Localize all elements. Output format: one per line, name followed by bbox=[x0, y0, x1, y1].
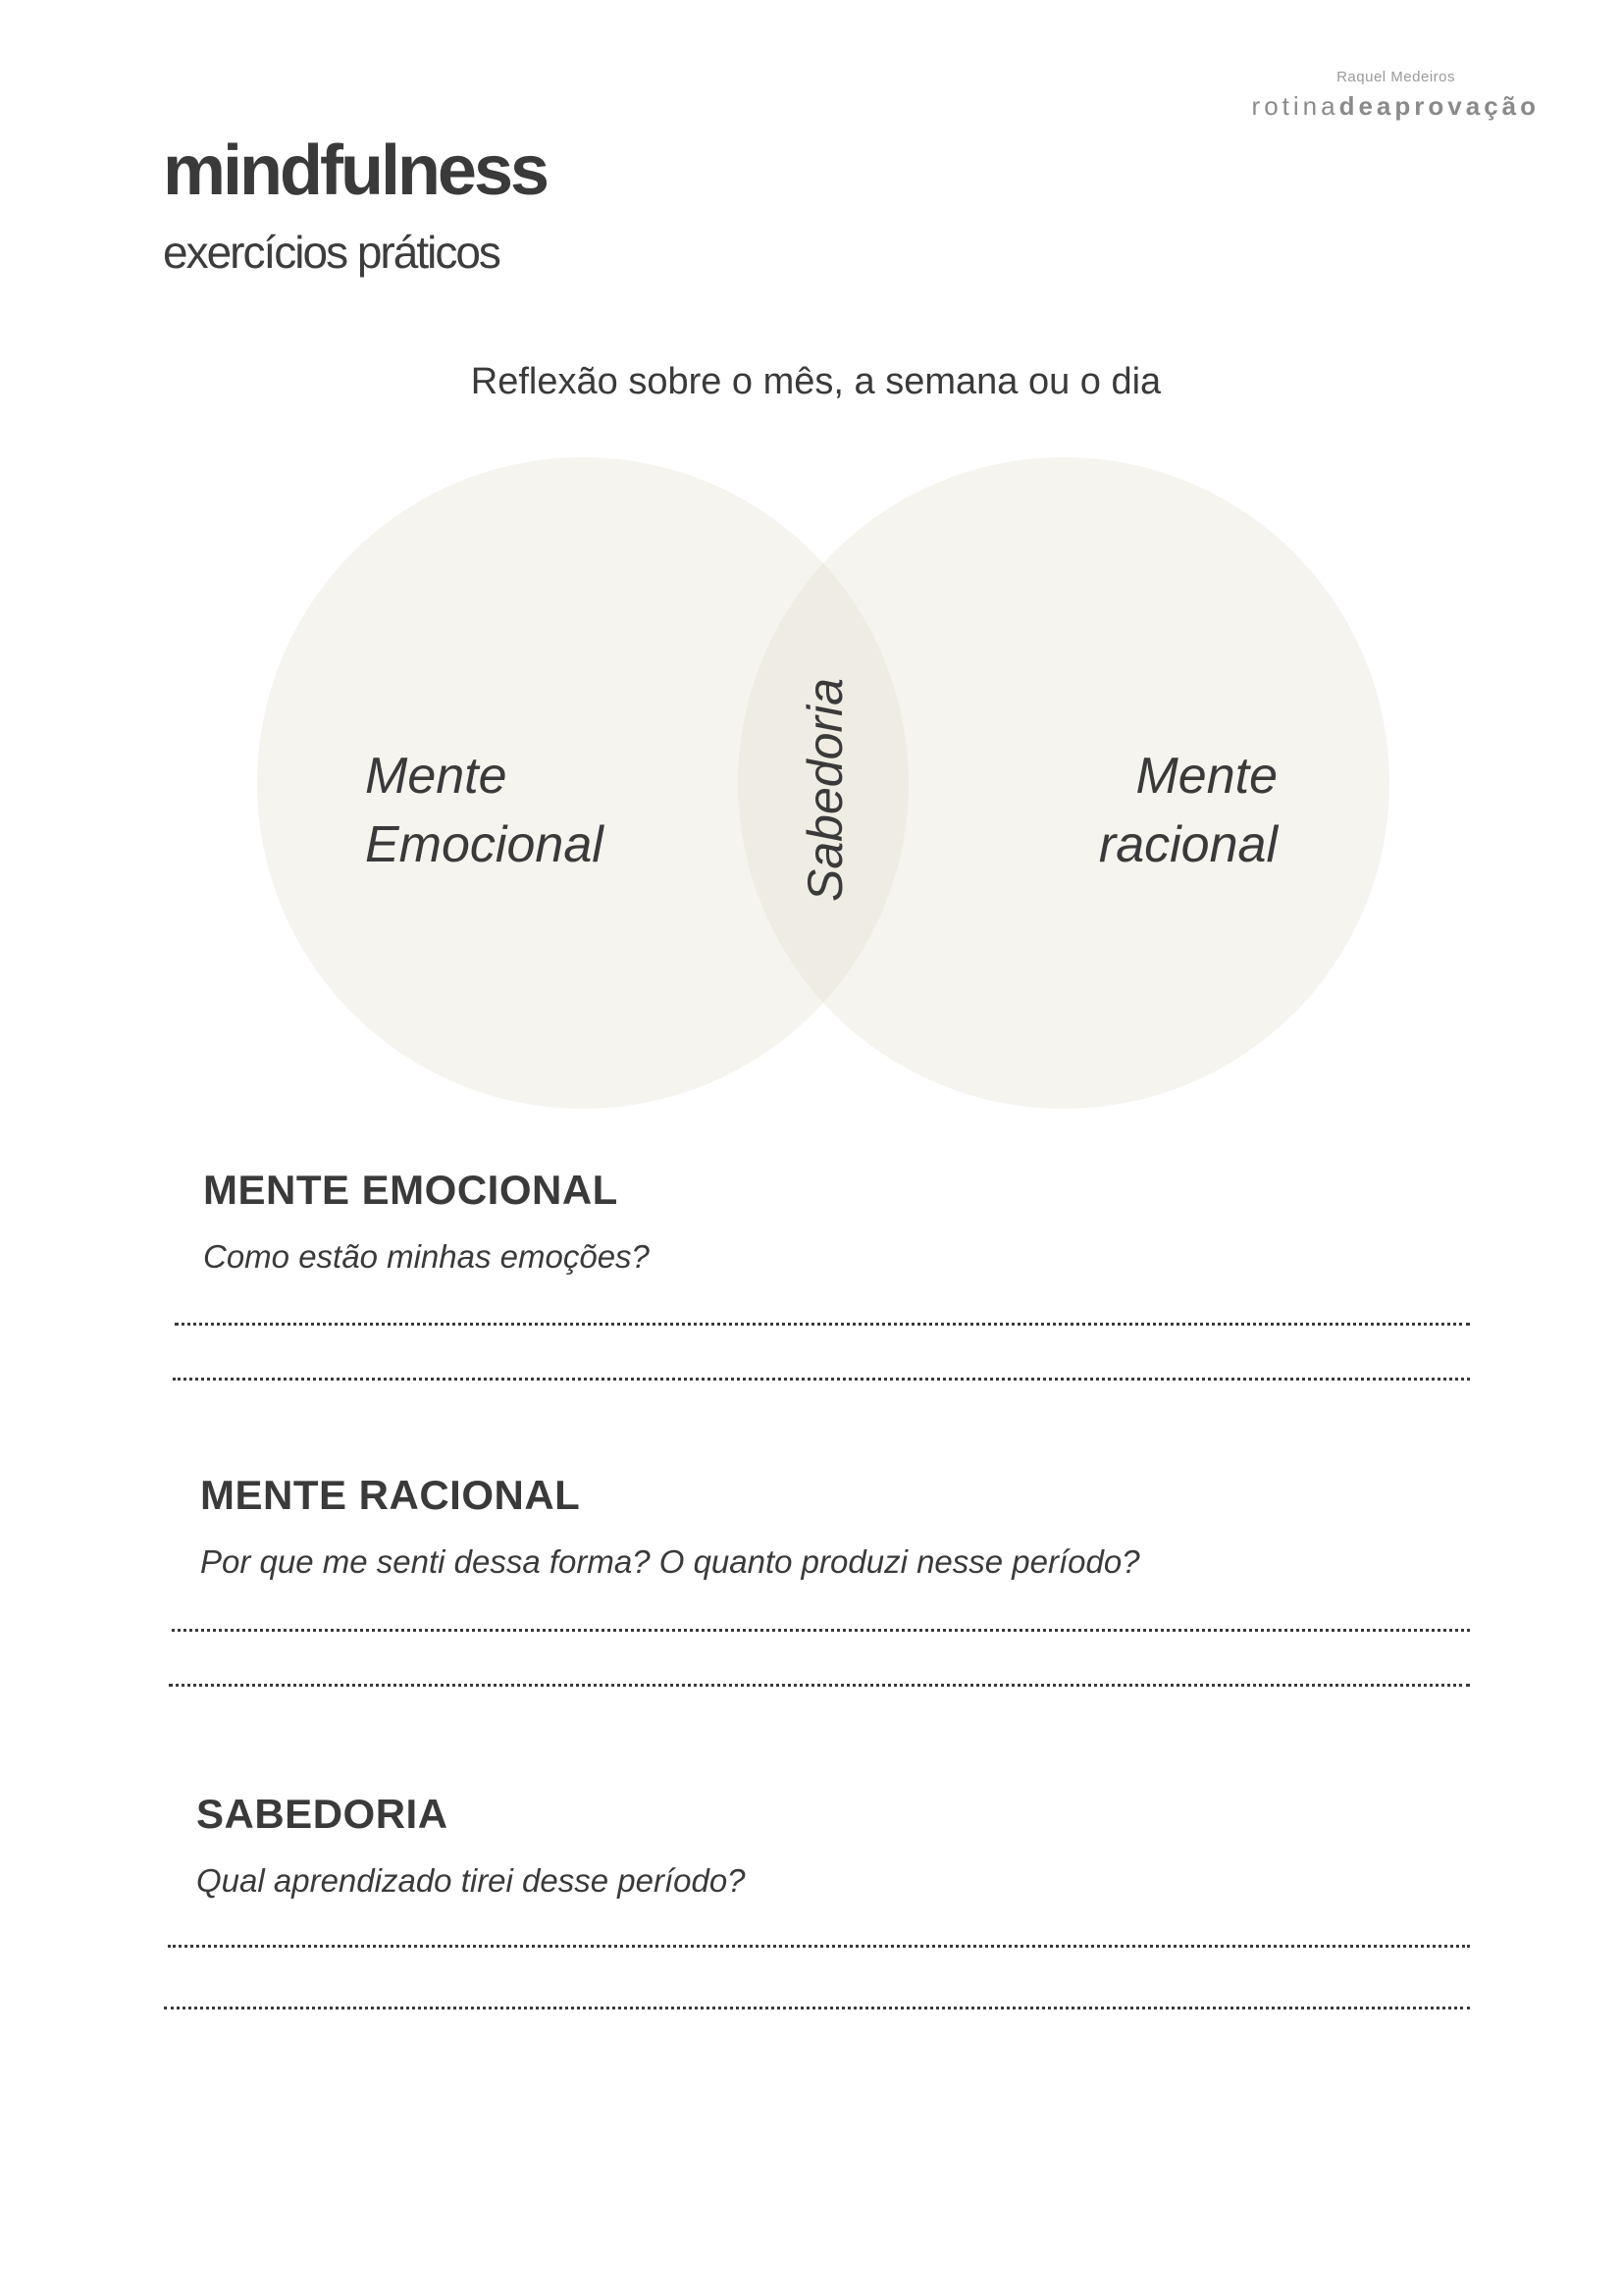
answer-line-emotional-2[interactable] bbox=[173, 1378, 1470, 1381]
venn-label-rational-line2: racional bbox=[1098, 816, 1278, 873]
answer-line-rational-1[interactable] bbox=[172, 1629, 1470, 1632]
reflection-prompt: Reflexão sobre o mês, a semana ou o dia bbox=[470, 361, 1162, 402]
venn-label-rational-line1: Mente bbox=[1135, 748, 1278, 805]
answer-line-wisdom-2[interactable] bbox=[164, 2007, 1470, 2009]
page-subtitle: exercícios práticos bbox=[163, 227, 499, 278]
venn-label-emotional-line1: Mente bbox=[365, 748, 507, 805]
section-emotional-mind bbox=[203, 1167, 650, 1275]
brand-name-light: rotina bbox=[1251, 91, 1339, 121]
author-name: Raquel Medeiros bbox=[1336, 69, 1455, 85]
section-heading-wisdom: SABEDORIA bbox=[196, 1791, 448, 1837]
section-heading-rational: MENTE RACIONAL bbox=[200, 1472, 581, 1518]
venn-label-wisdom: Sabedoria bbox=[798, 678, 853, 902]
section-question-rational: Por que me senti dessa forma? O quanto produzi nesse período? bbox=[200, 1543, 1140, 1580]
section-question-wisdom: Qual aprendizado tirei desse período? bbox=[196, 1862, 746, 1899]
answer-line-emotional-1[interactable] bbox=[175, 1323, 1470, 1326]
section-heading-emotional: MENTE EMOCIONAL bbox=[203, 1167, 618, 1213]
venn-label-emotional-line2: Emocional bbox=[365, 816, 603, 873]
section-wisdom bbox=[196, 1791, 746, 1899]
page-title: mindfulness bbox=[163, 131, 548, 210]
answer-line-wisdom-1[interactable] bbox=[168, 1945, 1470, 1948]
section-rational-mind bbox=[200, 1472, 1140, 1580]
section-question-emotional: Como estão minhas emoções? bbox=[203, 1238, 650, 1275]
brand-name-bold: deaprovação bbox=[1338, 91, 1540, 121]
answer-line-rational-2[interactable] bbox=[169, 1684, 1470, 1687]
